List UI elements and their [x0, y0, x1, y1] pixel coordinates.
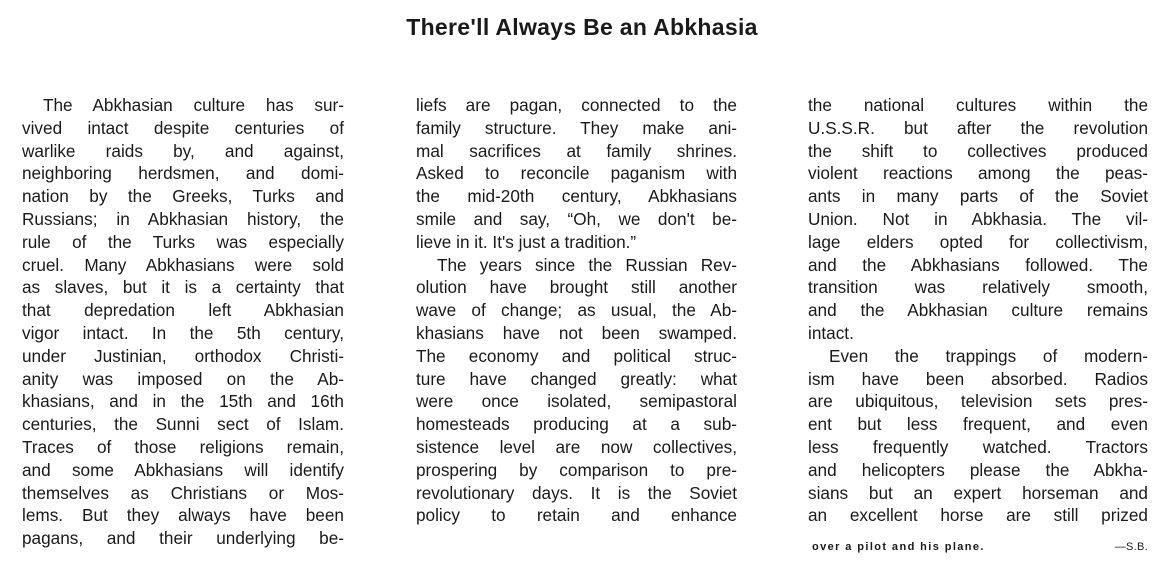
text-line: The economy and political struc- — [416, 345, 737, 366]
text-line: are ubiquitous, television sets pres- — [808, 391, 1148, 412]
text-line: liefs are pagan, connected to the — [416, 95, 737, 115]
text-line: neighboring herdsmen, and domi- — [22, 163, 344, 184]
article-title: There'll Always Be an Abkhasia — [406, 14, 758, 40]
text-line: and helicopters please the Abkha- — [808, 459, 1148, 480]
article-column-3 — [808, 94, 1148, 527]
text-line: and the Abkhasians followed. The — [808, 254, 1148, 275]
closing-line: over a pilot and his plane. — [812, 541, 985, 553]
text-line: and the Abkhasian culture remains — [808, 300, 1148, 321]
text-line: as slaves, but it is a certainty that — [22, 277, 344, 298]
text-line: were once isolated, semipastoral — [416, 391, 737, 412]
text-line: pagans, and their underlying be- — [22, 528, 344, 549]
text-line: and some Abkhasians will identify — [22, 459, 344, 480]
text-line: under Justinian, orthodox Christi- — [22, 345, 344, 366]
article-closing — [812, 541, 1148, 553]
text-line: nation by the Greeks, Turks and — [22, 186, 344, 207]
article-column-2 — [416, 94, 737, 527]
text-line: cruel. Many Abkhasians were sold — [22, 254, 344, 275]
text-line: khasians, and in the 15th and 16th — [22, 391, 344, 412]
text-line: intact. — [808, 322, 854, 343]
author-signature: —S.B. — [1114, 541, 1148, 553]
text-line: ism have been absorbed. Radios — [808, 368, 1148, 389]
text-line: violent reactions among the peas- — [808, 163, 1148, 184]
text-line: The years since the Russian Rev- — [437, 254, 737, 275]
text-line: wave of change; as usual, the Ab- — [416, 300, 737, 321]
text-line: khasians have not been swamped. — [416, 322, 737, 343]
text-line: family structure. They make ani- — [416, 117, 737, 138]
text-line: anity was imposed on the Ab- — [22, 368, 344, 389]
text-line: prospering by comparison to pre- — [416, 459, 737, 480]
text-line: less frequently watched. Tractors — [808, 436, 1148, 457]
text-line: an excellent horse are still prized — [808, 505, 1148, 526]
text-line: ent but less frequent, and even — [808, 414, 1148, 435]
text-line: the mid-20th century, Abkhasians — [416, 186, 737, 207]
text-line: vived intact despite centuries of — [22, 117, 344, 138]
text-line: U.S.S.R. but after the revolution — [808, 117, 1148, 138]
text-line: sians but an expert horseman and — [808, 482, 1148, 503]
text-line: sistence level are now collectives, — [416, 436, 737, 457]
text-line: policy to retain and enhance — [416, 505, 737, 526]
text-line: smile and say, “Oh, we don't be- — [416, 208, 737, 229]
text-line: Traces of those religions remain, — [22, 436, 344, 457]
text-line: Even the trappings of modern- — [829, 345, 1148, 366]
text-line: centuries, the Sunni sect of Islam. — [22, 414, 344, 435]
text-line: Union. Not in Abkhasia. The vil- — [808, 208, 1148, 229]
text-line: mal sacrifices at family shrines. — [416, 140, 737, 161]
text-line: lieve in it. It's just a tradition.” — [416, 231, 637, 252]
text-line: Asked to reconcile paganism with — [416, 163, 737, 184]
text-line: Russians; in Abkhasian history, the — [22, 208, 344, 229]
text-line: the shift to collectives produced — [808, 140, 1148, 161]
text-line: lems. But they always have been — [22, 505, 344, 526]
text-line: that depredation left Abkhasian — [22, 300, 344, 321]
text-line: rule of the Turks was especially — [22, 231, 344, 252]
text-line: transition was relatively smooth, — [808, 277, 1148, 298]
text-line: olution have brought still another — [416, 277, 737, 298]
text-line: ture have changed greatly: what — [416, 368, 737, 389]
text-line: The Abkhasian culture has sur- — [43, 95, 344, 115]
text-line: homesteads producing at a sub- — [416, 414, 737, 435]
text-line: themselves as Christians or Mos- — [22, 482, 344, 503]
text-line: ants in many parts of the Soviet — [808, 186, 1148, 207]
text-line: vigor intact. In the 5th century, — [22, 322, 344, 343]
text-line: the national cultures within the — [808, 95, 1148, 115]
text-line: lage elders opted for collectivism, — [808, 231, 1148, 252]
text-line: warlike raids by, and against, — [22, 140, 344, 161]
text-line: revolutionary days. It is the Soviet — [416, 482, 737, 503]
article-column-1 — [22, 94, 344, 550]
